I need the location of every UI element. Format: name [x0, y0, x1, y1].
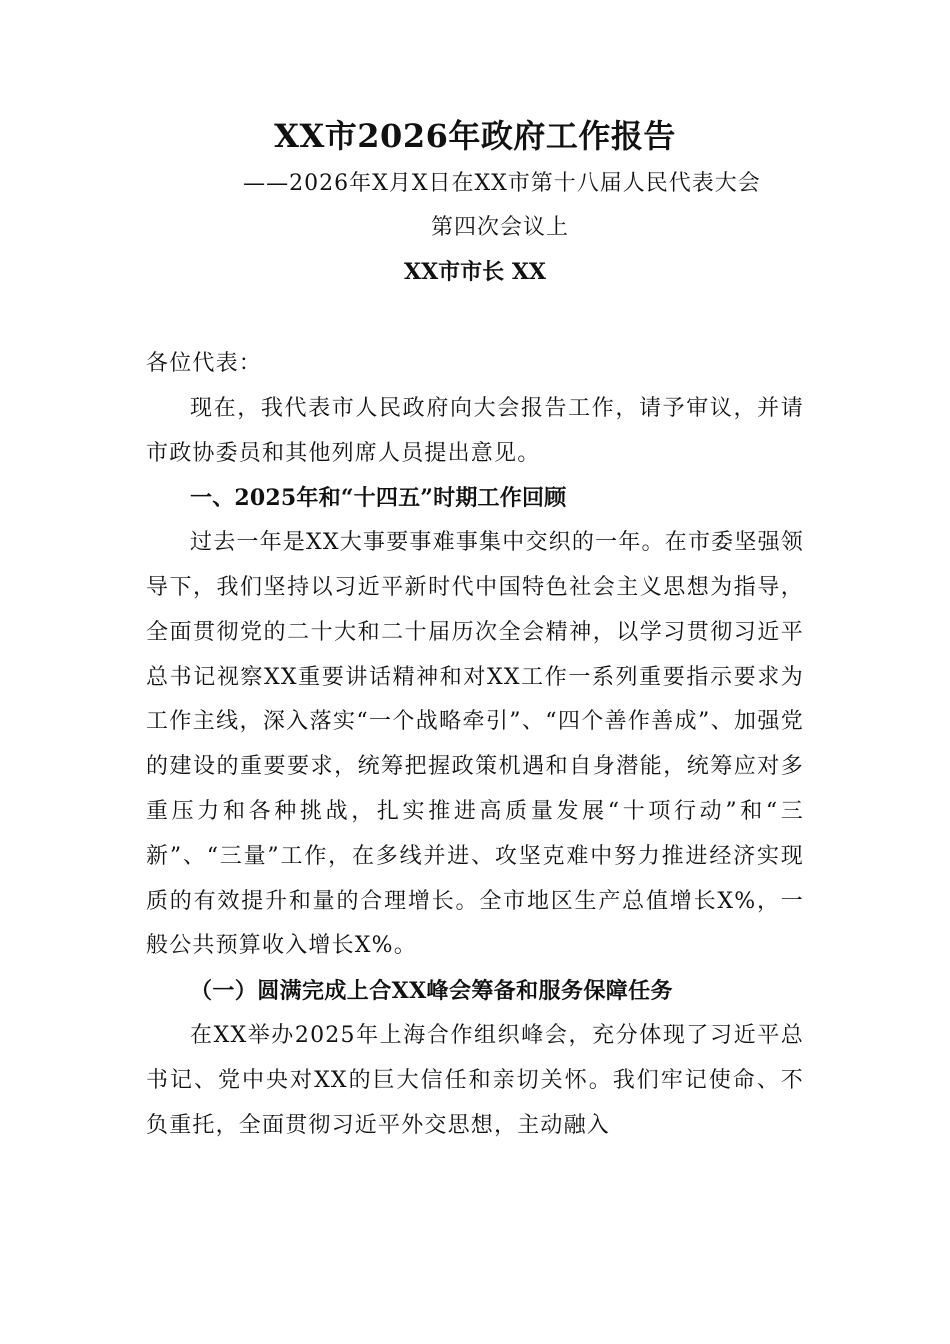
report-subtitle-line-1: ——2026年X月X日在XX市第十八届人民代表大会 [243, 171, 761, 196]
section-heading: 一、2025年和“十四五”时期工作回顾 [190, 485, 567, 512]
salutation: 各位代表： [146, 351, 263, 376]
report-title: XX市2026年政府工作报告 [274, 117, 676, 155]
section-paragraph: 过去一年是XX大事要事难事集中交织的一年。在市委坚强领导下，我们坚持以习近平新时代中国特色社会主义思想为指导，全面贯彻党的二十大和二十届历次全会精神，以学习贯彻习近平总书记视察XX重要讲话精神和对XX工作一系列重要指示要求为工作主线，深入落实“一个战略牵引”、“四个善作善成”、加强党的建设的重要要求，统筹把握政策机遇和自身潜能，统筹应对多重压力和各种挑战，扎实推进高质量发展“十项行动”和“三新”、“三量”工作，在多线并进、攻坚克难中努力推进经济实现质的有效提升和量的合理增长。全市地区生产总值增长X%，一般公共预算收入增长X%。 [146, 530, 804, 959]
intro-paragraph: 现在，我代表市人民政府向大会报告工作，请予审议，并请市政协委员和其他列席人员提出意见。 [146, 395, 804, 466]
subsection-heading: （一）圆满完成上合XX峰会筹备和服务保障任务 [190, 978, 673, 1005]
report-author: XX市市长 XX [404, 259, 546, 285]
subsection-paragraph: 在XX举办2025年上海合作组织峰会，充分体现了习近平总书记、党中央对XX的巨大信任和亲切关怀。我们牢记使命、不负重托，全面贯彻习近平外交思想，主动融入 [146, 1022, 804, 1138]
report-body [146, 342, 804, 1148]
report-subtitle-line-2: 第四次会议上 [430, 215, 569, 240]
